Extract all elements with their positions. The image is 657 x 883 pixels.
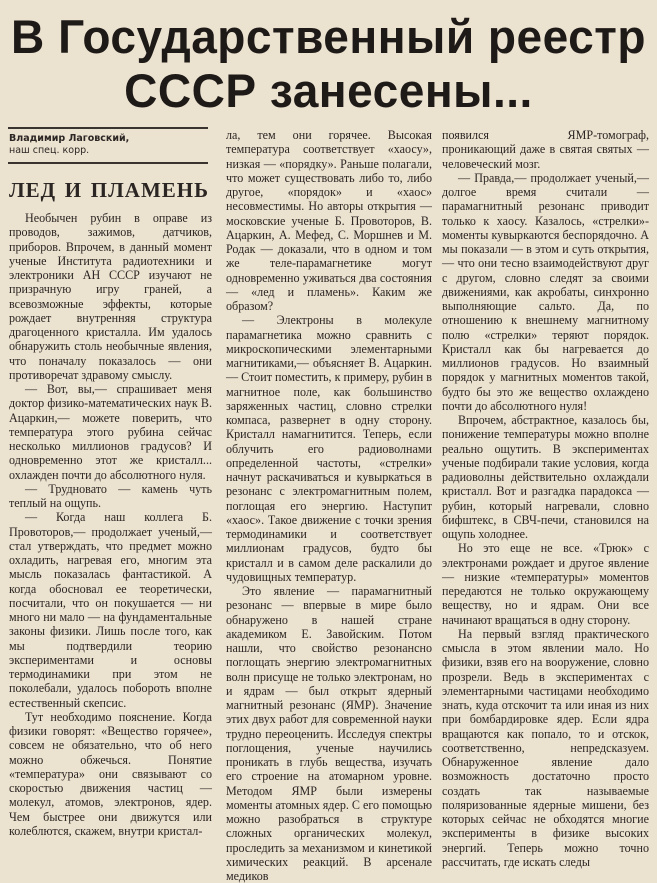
byline-bottom-rule	[8, 162, 208, 164]
byline-top-rule	[8, 127, 208, 129]
paragraph: Необычен рубин в оправе из проводов, зажимов, датчиков, приборов. Впрочем, в данный момент ученые Института радиотехники и электроники АН СССР изучают не призрачную игру граней, а всевозможные эффекты, которые рождает внутренняя структура драгоценного кристалла. Им удалось обнаружить столь необычные явления, что поначалу показалось — они противоречат здравому смыслу.	[9, 211, 212, 382]
paragraph: — Электроны в молекуле парамагнетика можно сравнить с микроскопическими элементарными магнитиками,— объясняет В. Ацаркин.— Стоит поместить, к примеру, рубин в магнитное поле, как большинство заряженных частиц, словно стрелки компаса, развернет в одну сторону. Кристалл намагнитится. Теперь, если облучить его радиоволнами определенной частоты, «стрелки» начнут раскачиваться и кувыркаться в резонанс с электромагнитным полем, поглощая его энергию. Наступит «хаос». Такое движение с точки зрения термодинамики и соответствует миллионам градусов, будто бы кристалл и в самом деле раскалили до чудовищных температур.	[226, 313, 432, 584]
paragraph: Тут необходимо пояснение. Когда физики говорят: «Вещество горячее», совсем не обязательно, что об него можно обжечься. Понятие «температура» они связывают со скоростью движения частиц — молекул, атомов, электронов, ядер. Чем быстрее они движутся или колеблются, скажем, внутри кристал-	[9, 709, 212, 838]
article-heading: ЛЕД И ПЛАМЕНЬ	[9, 178, 209, 202]
paragraph: — Когда наш коллега Б. Провоторов,— продолжает ученый,— стал утверждать, что предмет можно охладить, нагревая его, многим эта мысль показалась фантастикой. А когда обосновал ее теоретически, посчитали, что он покушается — ни много ни мало — на фундаментальные законы физики. Лишь после того, как мы подтвердили теорию экспериментами и основы термодинамики при этом не поколебали, удалось побороть вполне естественный скепсис.	[9, 510, 212, 710]
article-column-3	[442, 128, 649, 869]
headline-line-2: СССР занесены...	[124, 64, 533, 117]
paragraph: появился ЯМР-томограф, проникающий даже в святая святых — человеческий мозг.	[442, 128, 649, 171]
byline	[9, 133, 129, 157]
author-role: наш спец. корр.	[9, 145, 90, 156]
paragraph: — Трудновато — камень чуть теплый на ощупь.	[9, 481, 212, 510]
paragraph: На первый взгляд практического смысла в этом явлении мало. Но физики, взяв его на вооружение, словно прозрели. Ведь в экспериментах с элементарными частицами необходимо знать, куда отскочит та или иная из них при бомбардировке ядер. Если ядра вращаются как попало, то и отскок, соответственно, непредсказуем. Обнаруженное явление дало возможность достаточно просто создать так называемые поляризованные ядерные мишени, без которых сейчас не обходятся многие эксперименты в физике высоких энергий. Теперь можно точно рассчитать, где искать следы	[442, 626, 649, 869]
paragraph: ла, тем они горячее. Высокая температура соответствует «хаосу», низкая — «порядку». Раньше полагали, что может существовать либо то, либо другое, «порядок» и «хаос» несовместимы. Но авторы открытия — московские ученые Б. Провоторов, В. Ацаркин, А. Мефед, С. Моршнев и М. Родак — доказали, что в одном и том же теле-парамагнетике могут одновременно уживаться два состояния — «лед и пламень». Каким же образом?	[226, 128, 432, 313]
paragraph: — Вот, вы,— спрашивает меня доктор физико-математических наук В. Ацаркин,— можете поверить, что температура этого рубина сейчас несколько миллионов градусов? И одновременно этот же кристалл... охлажден почти до абсолютного нуля.	[9, 382, 212, 482]
author-name: Владимир Лаговский,	[9, 133, 130, 144]
paragraph: Это явление — парамагнитный резонанс — впервые в мире было обнаружено в нашей стране академиком Е. Завойским. Потом нашли, что свойство резонансно поглощать энергию электромагнитных волн присуще не только электронам, но и ядрам — был открыт ядерный магнитный резонанс (ЯМР). Значение этих двух работ для современной науки трудно переоценить. Исследуя спектры поглощения, ученые научились проникать в глубь вещества, изучать его строение на атомарном уровне. Методом ЯМР были измерены моменты атомных ядер. С его помощью можно разобраться в структуре сложных органических молекул, проследить за механизмом и кинетикой химических реакций. В арсенале медиков	[226, 584, 432, 883]
headline-line-1: В Государственный реестр	[11, 10, 646, 63]
article-column-1	[9, 211, 212, 838]
paragraph: Впрочем, абстрактное, казалось бы, понижение температуры можно вполне реально ощутить. В экспериментах ученые подбирали такие условия, когда радиоволны действительно охлаждали кристалл. Вот и разгадка парадокса — рубин, который нагревали, словно бифштекс, в СВЧ-печи, становился на ощупь холоднее.	[442, 413, 649, 541]
paragraph: Но это еще не все. «Трюк» с электронами рождает и другое явление — низкие «температуры» моментов передаются не только окружающему веществу, но и ядрам. Они все начинают вращаться в одну сторону.	[442, 541, 649, 627]
article-column-2	[226, 128, 432, 883]
paragraph: — Правда,— продолжает ученый,— долгое время считали — парамагнитный резонанс приводит только к хаосу. Казалось, «стрелки»-моменты кувыркаются беспорядочно. А мы показали — в этом и суть открытия,— что они тесно взаимодействуют друг с другом, словно следят за своими движениями, как акробаты, синхронно выполняющие сальто. Да, по отношению к внешнему магнитному полю «стрелки» теряют порядок. Кристалл как бы нагревается до миллионов градусов. Но взаимный порядок у магнитных моментов такой, будто бы это же вещество охлаждено почти до абсолютного нуля!	[442, 170, 649, 413]
